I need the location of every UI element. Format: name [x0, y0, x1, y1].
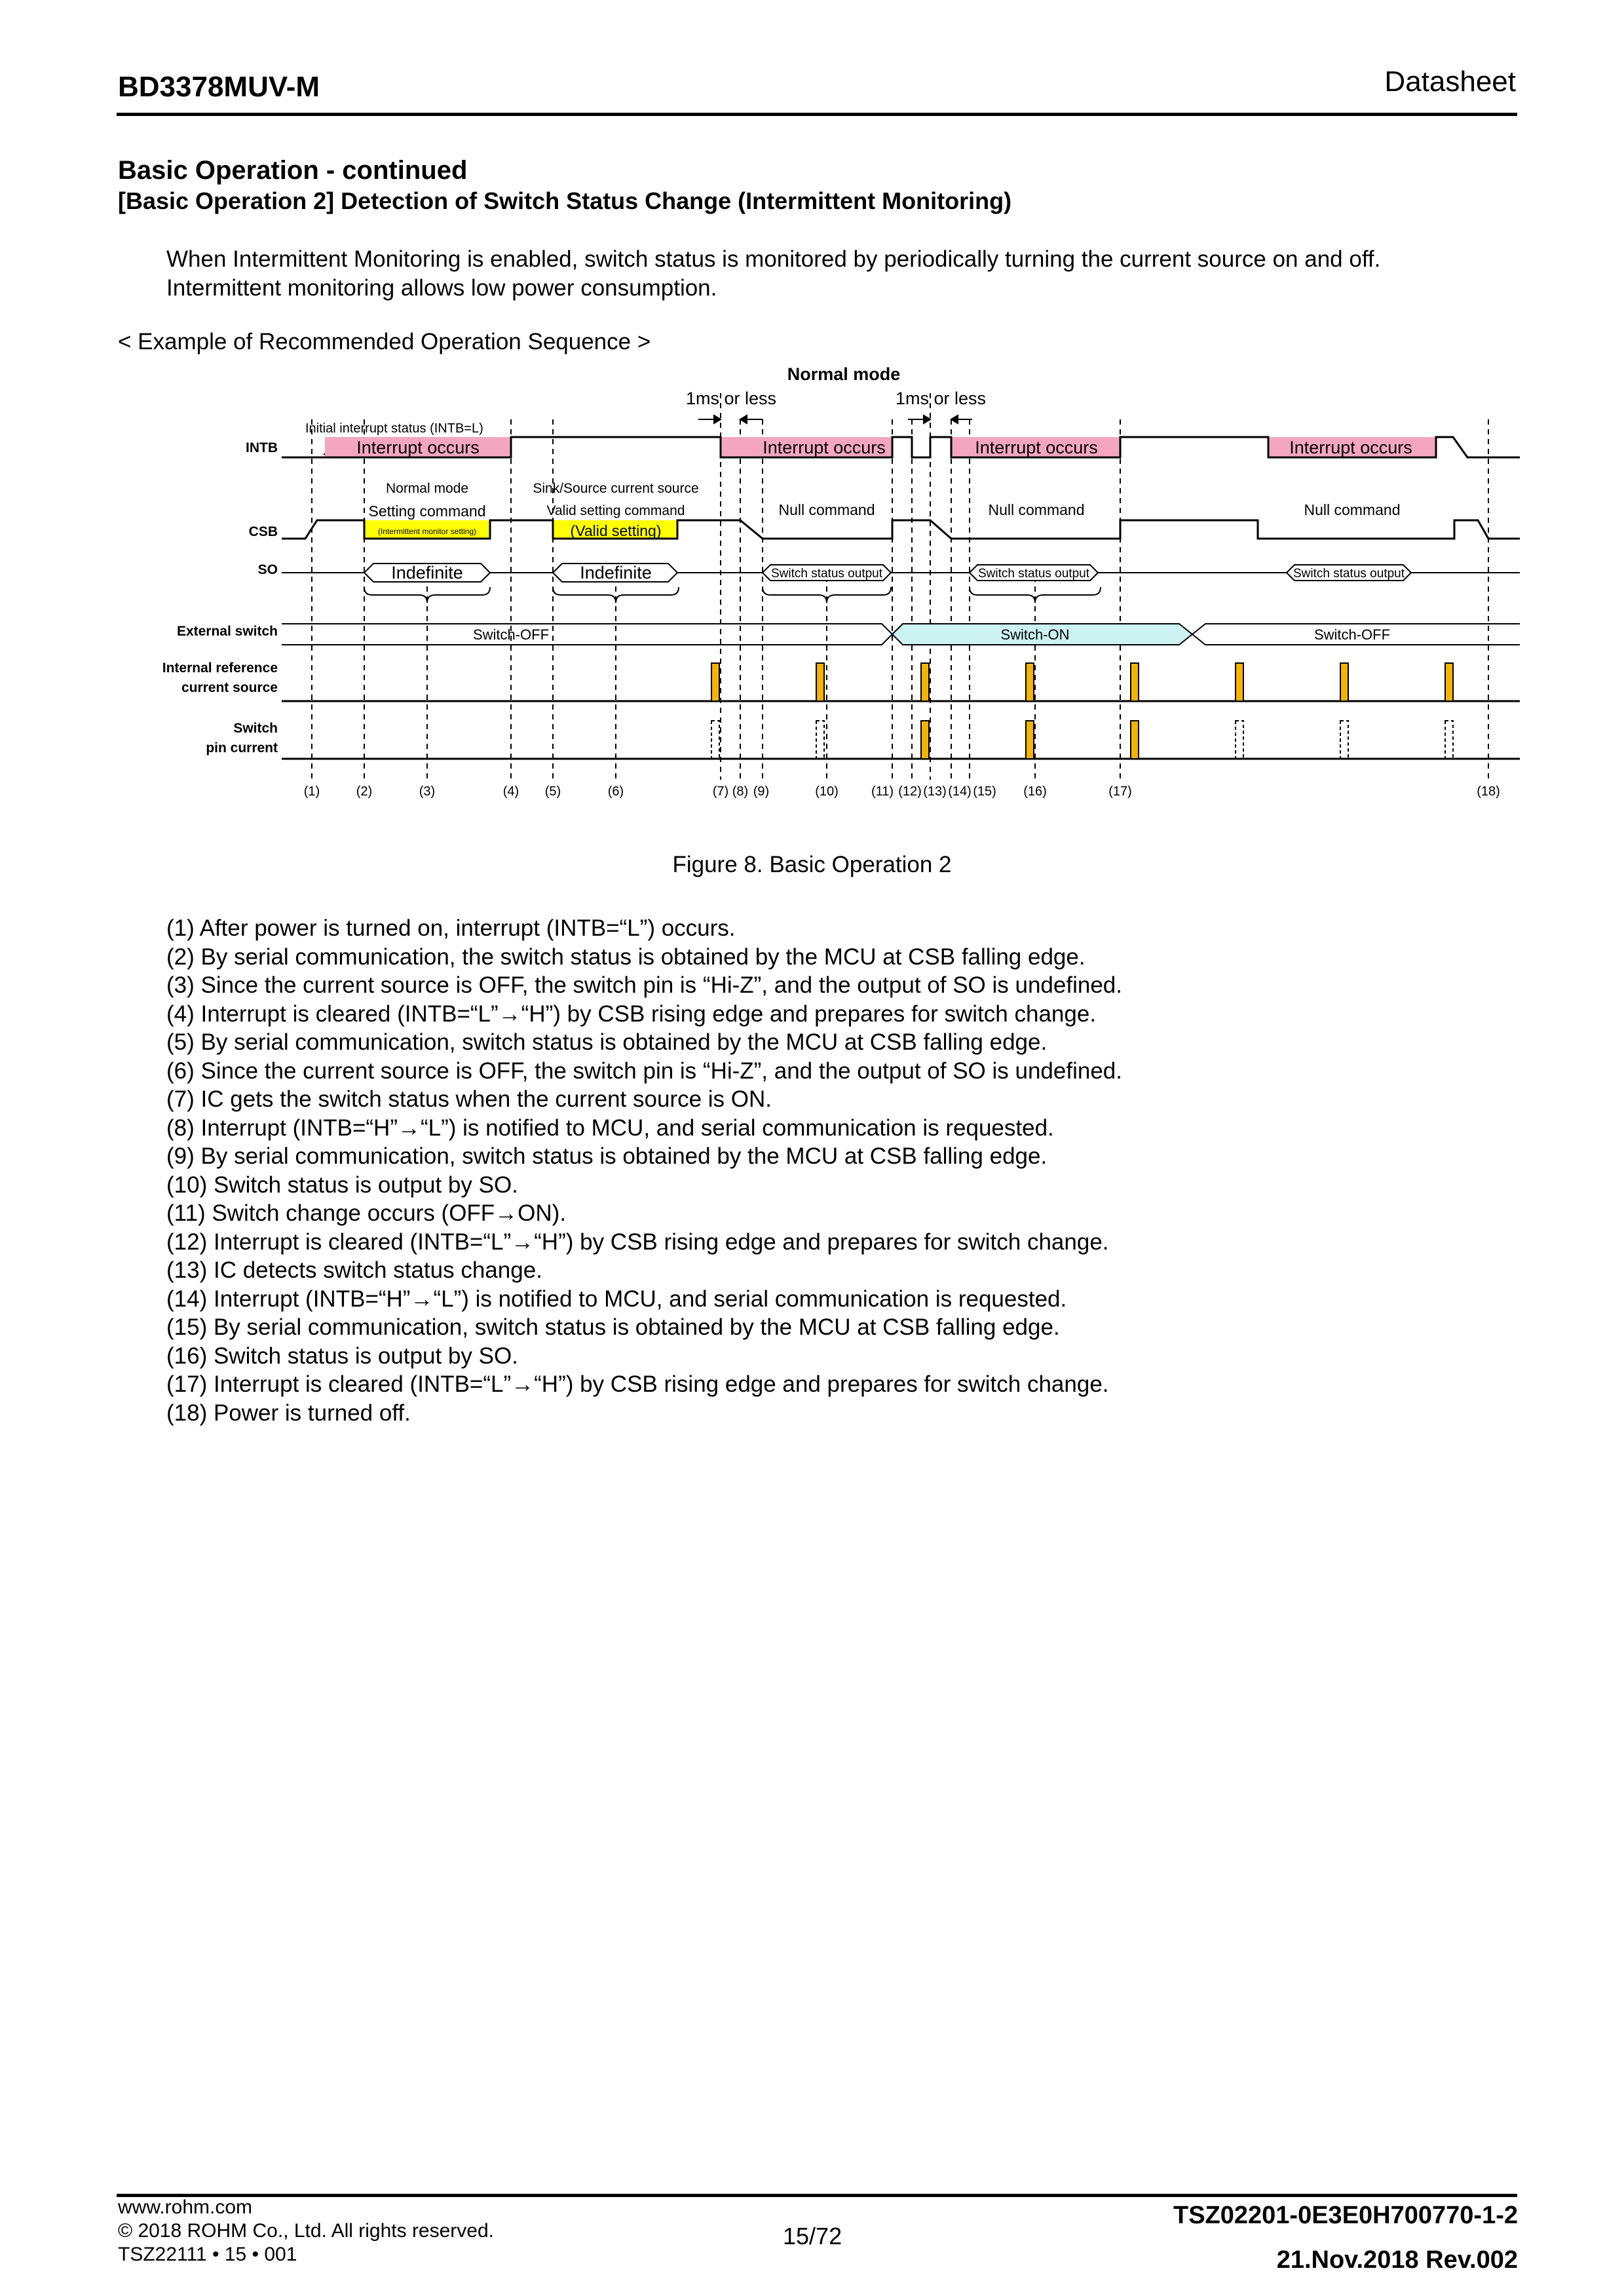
marker-5: (5): [544, 784, 561, 799]
list-item: (13) IC detects switch status change.: [166, 1257, 542, 1283]
list-item: (7) IC gets the switch status when the current source is ON.: [166, 1086, 772, 1112]
spc-waveform: [282, 721, 1520, 759]
steps-list: [166, 914, 1122, 1427]
list-item: (2) By serial communication, the switch status is obtained by the MCU at CSB falling edge.: [166, 944, 1086, 970]
ext-state-3: Switch-OFF: [1313, 626, 1391, 643]
list-item: (8) Interrupt (INTB=“H”→“L”) is notified to MCU, and serial communication is requested.: [166, 1115, 1054, 1141]
doc-type: Datasheet: [1384, 66, 1516, 98]
marker-14: (14): [948, 784, 972, 799]
signal-intb: INTB: [246, 440, 278, 455]
csb-valid-box: (Valid setting): [570, 522, 662, 539]
marker-16: (16): [1023, 784, 1047, 799]
external-switch-waveform: [282, 624, 1520, 645]
list-item: (12) Interrupt is cleared (INTB=“L”→“H”) by CSB rising edge and prepares for switch change.: [166, 1229, 1109, 1255]
list-item: (18) Power is turned off.: [166, 1400, 411, 1426]
marker-15: (15): [973, 784, 996, 799]
marker-2: (2): [356, 784, 373, 799]
signal-irc-2: current source: [181, 680, 278, 695]
ext-state-2: Switch-ON: [1000, 626, 1070, 643]
signal-spc-1: Switch: [233, 721, 278, 736]
footer-website[interactable]: www.rohm.com: [118, 2196, 253, 2218]
example-label: < Example of Recommended Operation Sequence >: [118, 329, 651, 354]
so-status-2: Switch status output: [977, 567, 1090, 581]
section-title: Basic Operation - continued: [118, 156, 468, 185]
footer-copyright: © 2018 ROHM Co., Ltd. All rights reserved.: [118, 2220, 494, 2242]
null-command-3: Null command: [1304, 501, 1401, 518]
marker-8: (8): [732, 784, 749, 799]
list-item: (1) After power is turned on, interrupt (INTB=“L”) occurs.: [166, 915, 736, 941]
list-item: (5) By serial communication, switch status is obtained by the MCU at CSB falling edge.: [166, 1029, 1048, 1055]
csb-top-2b: Valid setting command: [546, 503, 685, 518]
marker-3: (3): [419, 784, 436, 799]
intro-line-1: When Intermittent Monitoring is enabled, switch status is monitored by periodically turning the current source on and off.: [166, 246, 1381, 272]
list-item: (11) Switch change occurs (OFF→ON).: [166, 1200, 567, 1226]
intb-waveform: [282, 437, 1520, 457]
marker-6: (6): [607, 784, 624, 799]
initial-status-label: Initial interrupt status (INTB=L): [305, 421, 483, 436]
signal-csb: CSB: [248, 524, 278, 539]
ext-state-1: Switch-OFF: [472, 626, 550, 643]
list-item: (6) Since the current source is OFF, the switch pin is “Hi-Z”, and the output of SO is undefined.: [166, 1058, 1122, 1084]
csb-top-2a: Sink/Source current source: [533, 481, 699, 496]
marker-13: (13): [923, 784, 947, 799]
ms-arrows: [698, 415, 972, 423]
marker-10: (10): [815, 784, 839, 799]
csb-waveform: [282, 481, 1520, 539]
normal-mode-label: Normal mode: [787, 364, 901, 384]
csb-setting-box: (Intermittent monitor setting): [377, 527, 477, 536]
marker-7: (7): [712, 784, 729, 799]
list-item: (3) Since the current source is OFF, the switch pin is “Hi-Z”, and the output of SO is undefined.: [166, 972, 1122, 998]
signal-irc-1: Internal reference: [162, 660, 278, 676]
irc-waveform: [282, 663, 1520, 701]
intro-line-2: Intermittent monitoring allows low power consumption.: [166, 275, 717, 301]
ms-label-1: 1ms or less: [685, 389, 777, 408]
list-item: (16) Switch status is output by SO.: [166, 1343, 518, 1369]
part-number: BD3378MUV-M: [118, 71, 320, 103]
marker-9: (9): [753, 784, 770, 799]
marker-1: (1): [303, 784, 320, 799]
signal-external-switch: External switch: [176, 624, 278, 639]
so-indefinite-1: Indefinite: [391, 563, 463, 583]
csb-top-1b: Setting command: [368, 503, 486, 520]
figure-caption: Figure 8. Basic Operation 2: [672, 852, 952, 877]
footer-form-code: TSZ22111 • 15 • 001: [118, 2244, 297, 2265]
null-command-2: Null command: [988, 501, 1085, 518]
list-item: (15) By serial communication, switch status is obtained by the MCU at CSB falling edge.: [166, 1314, 1060, 1340]
signal-so: SO: [257, 562, 278, 577]
doc-number: TSZ02201-0E3E0H700770-1-2: [1173, 2202, 1518, 2229]
date-rev: 21.Nov.2018 Rev.002: [1276, 2246, 1518, 2274]
intb-label-4: Interrupt occurs: [1289, 438, 1412, 457]
csb-top-1a: Normal mode: [385, 481, 469, 496]
so-status-1: Switch status output: [770, 567, 883, 581]
list-item: (14) Interrupt (INTB=“H”→“L”) is notified to MCU, and serial communication is requested.: [166, 1286, 1067, 1312]
intb-label-1: Interrupt occurs: [356, 438, 480, 457]
intb-label-2: Interrupt occurs: [763, 438, 886, 457]
ms-label-2: 1ms or less: [895, 389, 987, 408]
so-indefinite-2: Indefinite: [580, 563, 652, 583]
section-subtitle: [Basic Operation 2] Detection of Switch Status Change (Intermittent Monitoring): [118, 187, 1012, 214]
list-item: (10) Switch status is output by SO.: [166, 1172, 518, 1198]
marker-4: (4): [502, 784, 519, 799]
list-item: (9) By serial communication, switch status is obtained by the MCU at CSB falling edge.: [166, 1143, 1048, 1169]
marker-12: (12): [898, 784, 922, 799]
marker-17: (17): [1108, 784, 1132, 799]
list-item: (17) Interrupt is cleared (INTB=“L”→“H”) by CSB rising edge and prepares for switch change.: [166, 1371, 1109, 1397]
intb-label-3: Interrupt occurs: [975, 438, 1098, 457]
page-number: 15/72: [783, 2223, 842, 2249]
signal-spc-2: pin current: [206, 740, 278, 756]
so-status-3: Switch status output: [1293, 567, 1405, 581]
marker-11: (11): [871, 784, 894, 799]
footer-rule: [117, 2194, 1517, 2197]
null-command-1: Null command: [778, 501, 875, 518]
marker-18: (18): [1477, 784, 1500, 799]
list-item: (4) Interrupt is cleared (INTB=“L”→“H”) by CSB rising edge and prepares for switch change.: [166, 1001, 1097, 1027]
